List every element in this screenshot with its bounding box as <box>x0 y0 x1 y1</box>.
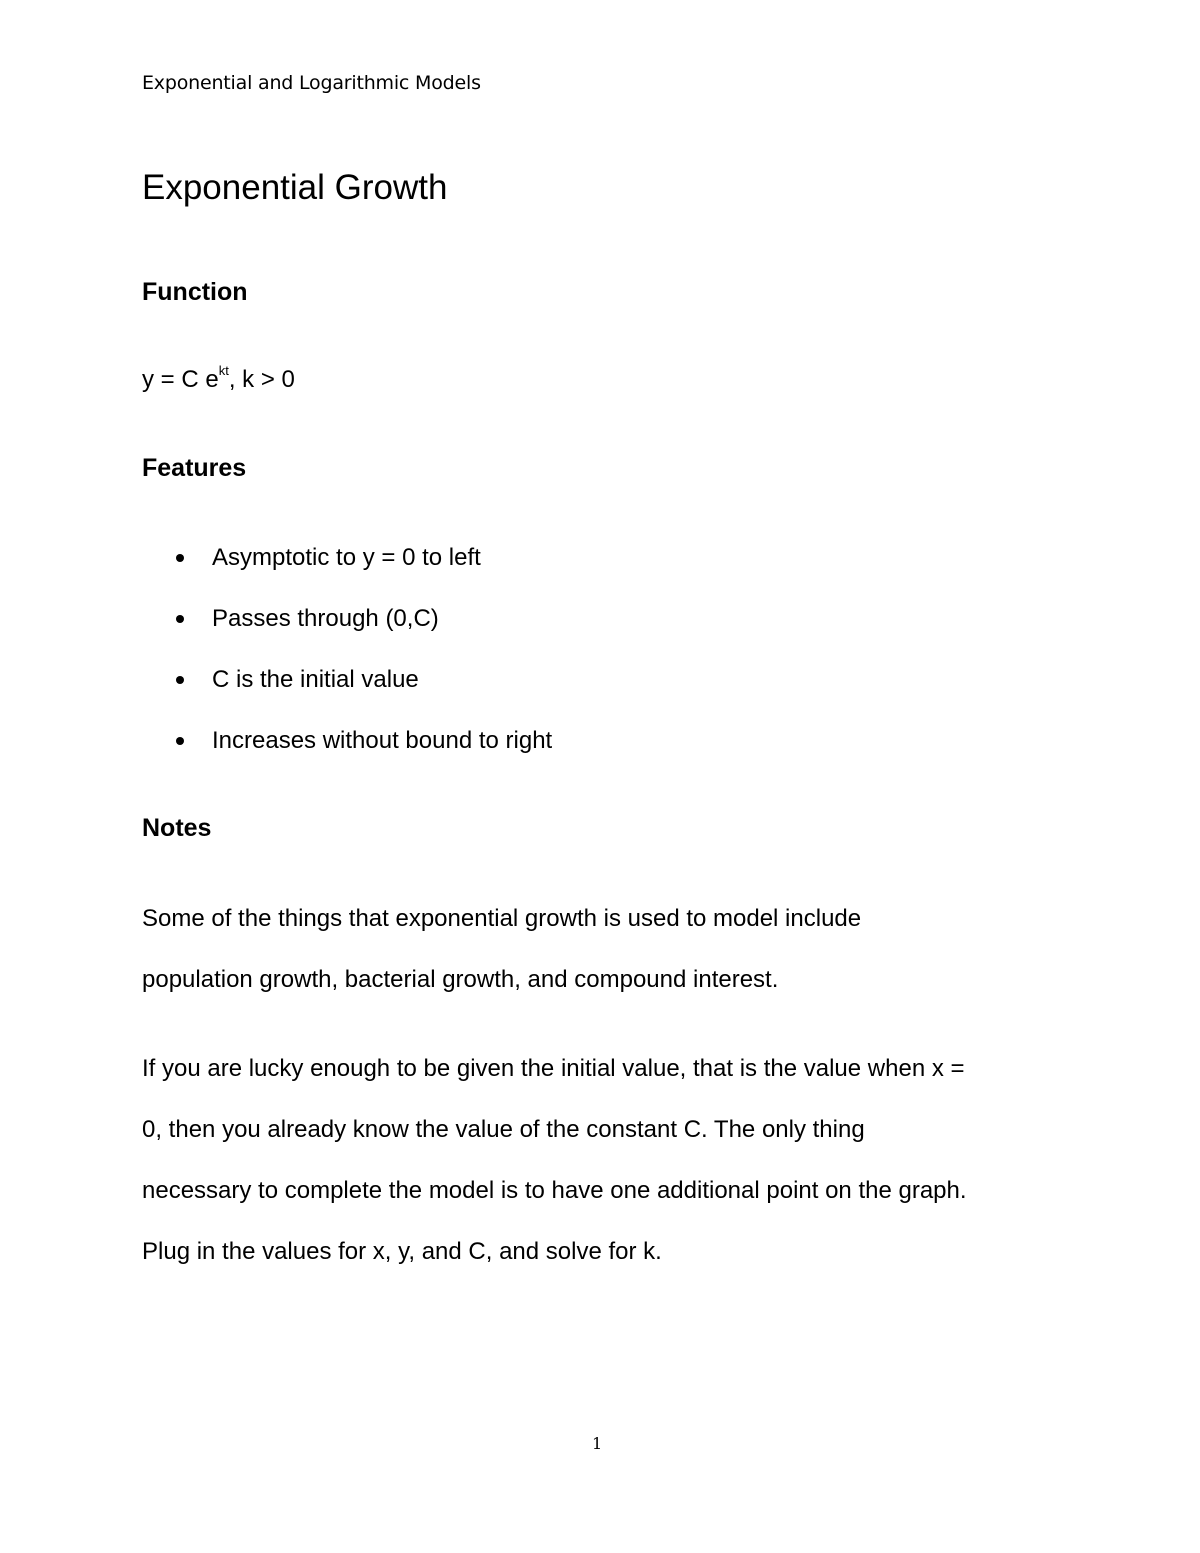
bullet-icon <box>176 676 184 684</box>
formula-exponent: kt <box>218 363 229 378</box>
function-heading: Function <box>142 278 248 306</box>
bullet-icon <box>176 737 184 745</box>
paragraph-line: 0, then you already know the value of the constant C. The only thing <box>142 1116 865 1143</box>
notes-paragraph-2 <box>142 1038 1072 1282</box>
page-number: 1 <box>592 1434 603 1453</box>
features-heading: Features <box>142 454 247 482</box>
paragraph-line: necessary to complete the model is to have one additional point on the graph. <box>142 1177 967 1204</box>
formula-rhs: , k > 0 <box>228 366 295 393</box>
bullet-icon <box>176 554 184 562</box>
page-title: Exponential Growth <box>142 168 448 207</box>
notes-paragraph-1 <box>142 888 1072 1010</box>
paragraph-line: Some of the things that exponential growth is used to model include <box>142 905 862 932</box>
formula-lhs: y = C e <box>142 366 219 393</box>
feature-text: Passes through (0,C) <box>212 605 439 632</box>
notes-heading: Notes <box>142 814 212 842</box>
formula <box>142 363 295 394</box>
feature-text: Asymptotic to y = 0 to left <box>212 544 481 571</box>
bullet-icon <box>176 615 184 623</box>
paragraph-line: If you are lucky enough to be given the initial value, that is the value when x = <box>142 1055 965 1082</box>
running-header: Exponential and Logarithmic Models <box>142 72 481 94</box>
paragraph-line: population growth, bacterial growth, and compound interest. <box>142 966 779 993</box>
paragraph-line: Plug in the values for x, y, and C, and solve for k. <box>142 1238 662 1265</box>
feature-text: C is the initial value <box>212 666 419 693</box>
feature-text: Increases without bound to right <box>212 727 553 754</box>
